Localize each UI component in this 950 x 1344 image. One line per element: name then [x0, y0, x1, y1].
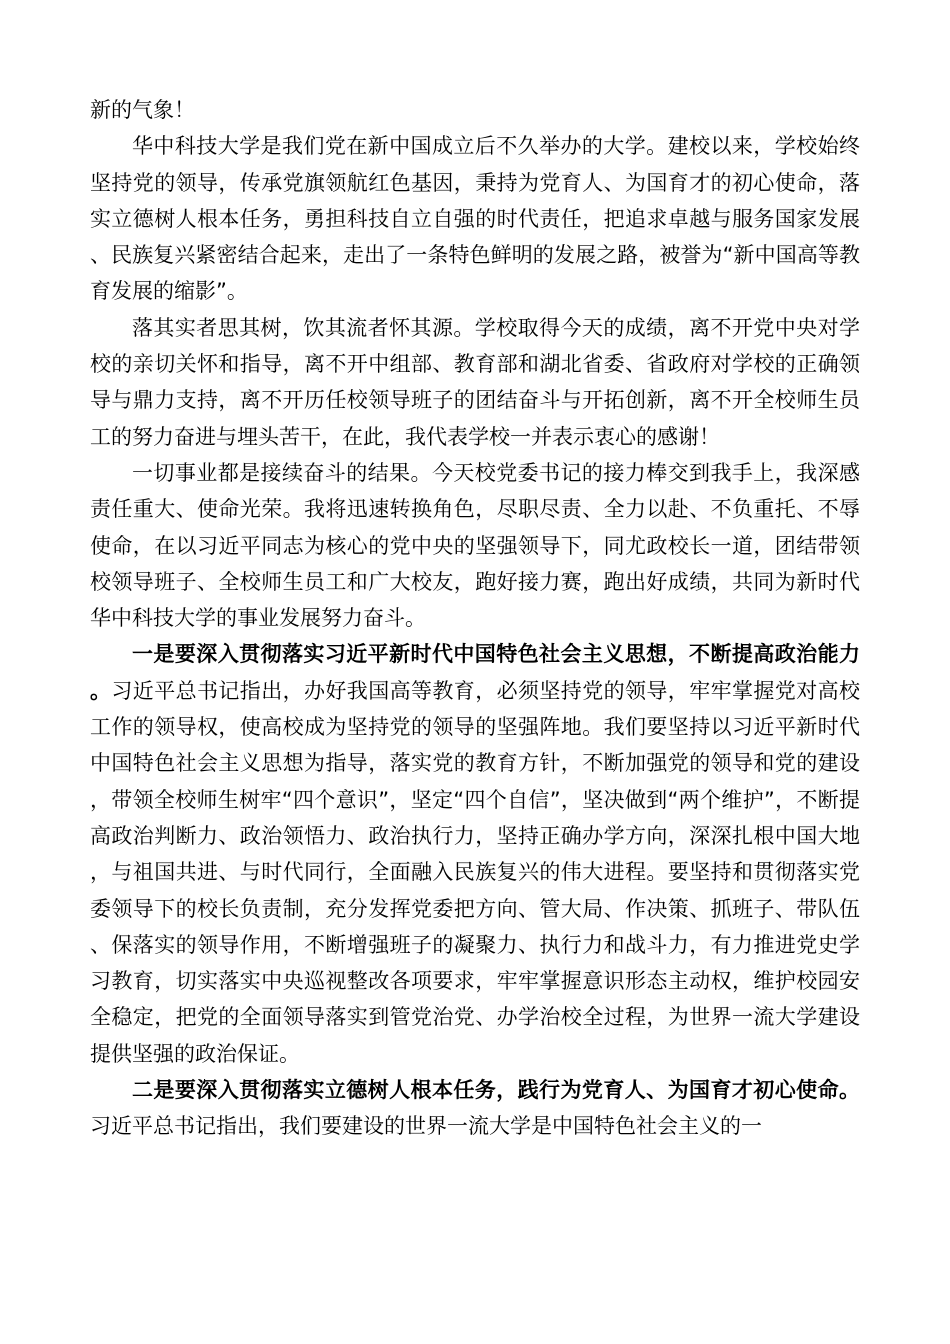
paragraph-6: [90, 1072, 860, 1145]
paragraph-3: [90, 310, 860, 455]
paragraph-5-text: 习近平总书记指出，办好我国高等教育，必须坚持党的领导，牢牢掌握党对高校工作的领导权，使高校成为坚持党的领导的坚强阵地。我们要坚持以习近平新时代中国特色社会主义思想为指导，落实党的教育方针，不断加强党的领导和党的建设，带领全校师生树牢“四个意识”，坚定“四个自信”，坚决做到“两个维护”，不断提高政治判断力、政治领悟力、政治执行力，坚持正确办学方向，深深扎根中国大地，与祖国共进、与时代同行，全面融入民族复兴的伟大进程。要坚持和贯彻落实党委领导下的校长负责制，充分发挥党委把方向、管大局、作决策、抓班子、带队伍、保落实的领导作用，不断增强班子的凝聚力、执行力和战斗力，有力推进党史学习教育，切实落实中央巡视整改各项要求，牢牢掌握意识形态主动权，维护校园安全稳定，把党的全面领导落实到管党治党、办学治校全过程，为世界一流大学建设提供坚强的政治保证。: [90, 678, 861, 1066]
paragraph-4: [90, 455, 860, 636]
paragraph-2-text: 华中科技大学是我们党在新中国成立后不久举办的大学。建校以来，学校始终坚持党的领导，传承党旗领航红色基因，秉持为党育人、为国育才的初心使命，落实立德树人根本任务，勇担科技自立自强的时代责任，把追求卓越与服务国家发展、民族复兴紧密结合起来，走出了一条特色鲜明的发展之路，被誉为“新中国高等教育发展的缩影”。: [90, 134, 860, 304]
paragraph-6-lead: 二是要深入贯彻落实立德树人根本任务，践行为党育人、为国育才初心使命。: [132, 1078, 860, 1103]
document-page: [90, 92, 860, 1145]
paragraph-5-lead: 一是要深入贯彻落实习近平新时代中国特色社会主义思想，不断提高政治能力。: [90, 642, 860, 703]
paragraph-3-text: 落其实者思其树，饮其流者怀其源。学校取得今天的成绩，离不开党中央对学校的亲切关怀和指导，离不开中组部、教育部和湖北省委、省政府对学校的正确领导与鼎力支持，离不开历任校领导班子的团结奋斗与开拓创新，离不开全校师生员工的努力奋进与埋头苦干，在此，我代表学校一并表示衷心的感谢！: [90, 315, 860, 449]
paragraph-6-text: 习近平总书记指出，我们要建设的世界一流大学是中国特色社会主义的一: [90, 1114, 762, 1139]
paragraph-2: [90, 128, 860, 309]
paragraph-1-text: 新的气象！: [90, 98, 195, 122]
paragraph-1: [90, 92, 860, 128]
paragraph-5: [90, 636, 860, 1072]
paragraph-4-text: 一切事业都是接续奋斗的结果。今天校党委书记的接力棒交到我手上，我深感责任重大、使命光荣。我将迅速转换角色，尽职尽责、全力以赴、不负重托、不辱使命，在以习近平同志为核心的党中央的坚强领导下，同尤政校长一道，团结带领校领导班子、全校师生员工和广大校友，跑好接力赛，跑出好成绩，共同为新时代华中科技大学的事业发展努力奋斗。: [90, 460, 860, 631]
